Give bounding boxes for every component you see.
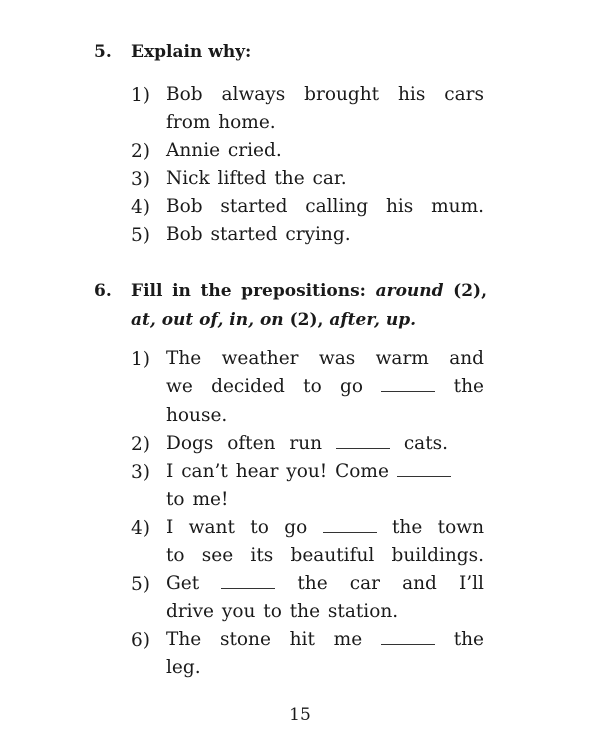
task-6-item-2-line-1: Dogs often run cats. [166, 433, 449, 454]
task-6-item-1-line-3: house. [166, 404, 228, 426]
task-5-item-2-number: 2) [131, 141, 150, 162]
task-5-item-3-line-1: Nick lifted the car. [166, 168, 347, 189]
task-6-item-1-line-2: we decided to go the [166, 376, 484, 398]
task-5-item-3-number: 3) [131, 169, 150, 190]
task-6-item-2-number: 2) [131, 434, 150, 455]
task-5-item-2-line-1: Annie cried. [166, 140, 282, 161]
page-number: 15 [289, 705, 311, 725]
answer-blank[interactable] [323, 531, 377, 533]
task-6-item-1 [166, 345, 484, 430]
task-5-item-3 [166, 165, 484, 193]
task-5-item-4-line-1: Bob started calling his mum. [166, 196, 484, 217]
task-5-item-1-line-2: from home. [166, 112, 276, 134]
task-6-item-6 [166, 626, 484, 683]
answer-blank[interactable] [397, 475, 451, 477]
task-6-title-line-2 [131, 306, 487, 335]
task-6-item-4 [166, 514, 484, 571]
task-6-item-1-line-1: The weather was warm and [166, 348, 484, 369]
task-5-item-4 [166, 193, 484, 221]
task-6-item-4-line-1: I want to go the town [166, 517, 484, 538]
task-6-item-5 [166, 570, 484, 627]
task-6-item-6-number: 6) [131, 630, 150, 651]
task-6-item-3-line-1: I can’t hear you! Come [166, 458, 484, 486]
task-5-item-5-number: 5) [131, 225, 150, 246]
task-5-item-1-line-1: Bob always brought his cars [166, 84, 484, 105]
task-6-item-5-number: 5) [131, 574, 150, 595]
task-5-item-5 [166, 221, 484, 249]
task-5-item-1 [166, 81, 484, 138]
task-6-item-6-line-2: leg. [166, 657, 201, 679]
task-6-item-3-line-2: to me! [166, 489, 229, 511]
task-6-item-3-number: 3) [131, 462, 150, 483]
task-6-item-5-line-1: Get the car and I’ll [166, 573, 484, 594]
answer-blank[interactable] [381, 643, 435, 645]
task-5-item-4-number: 4) [131, 197, 150, 218]
task-5-number: 5. [94, 42, 112, 62]
task-6-item-1-number: 1) [131, 349, 150, 370]
task-6-item-2 [166, 430, 484, 458]
task-6-title-line-1 [131, 277, 487, 306]
answer-blank[interactable] [381, 390, 435, 392]
task-6-item-3 [166, 458, 484, 515]
task-6-prep-after-up: after, up. [329, 310, 417, 330]
task-6-item-4-line-2: to see its beautiful buildings. [166, 545, 484, 567]
task-5-item-2 [166, 137, 484, 165]
task-6-prep-around: around [375, 281, 444, 301]
task-6-count-around: (2), [453, 281, 487, 301]
task-6-prep-list: at, out of, in, on [131, 310, 284, 330]
task-6-item-4-number: 4) [131, 518, 150, 539]
answer-blank[interactable] [336, 447, 390, 449]
task-5-item-1-number: 1) [131, 85, 150, 106]
task-5-title: Explain why: [131, 42, 252, 62]
task-6-instruction: Fill in the prepositions: [131, 281, 366, 301]
task-6-item-5-line-2: drive you to the station. [166, 601, 399, 623]
task-6-title [131, 277, 487, 335]
task-6-count-on: (2), [289, 310, 324, 330]
answer-blank[interactable] [221, 587, 275, 589]
task-5-item-5-line-1: Bob started crying. [166, 224, 351, 245]
task-6-number: 6. [94, 281, 112, 301]
task-6-item-6-line-1: The stone hit me the [166, 629, 484, 650]
